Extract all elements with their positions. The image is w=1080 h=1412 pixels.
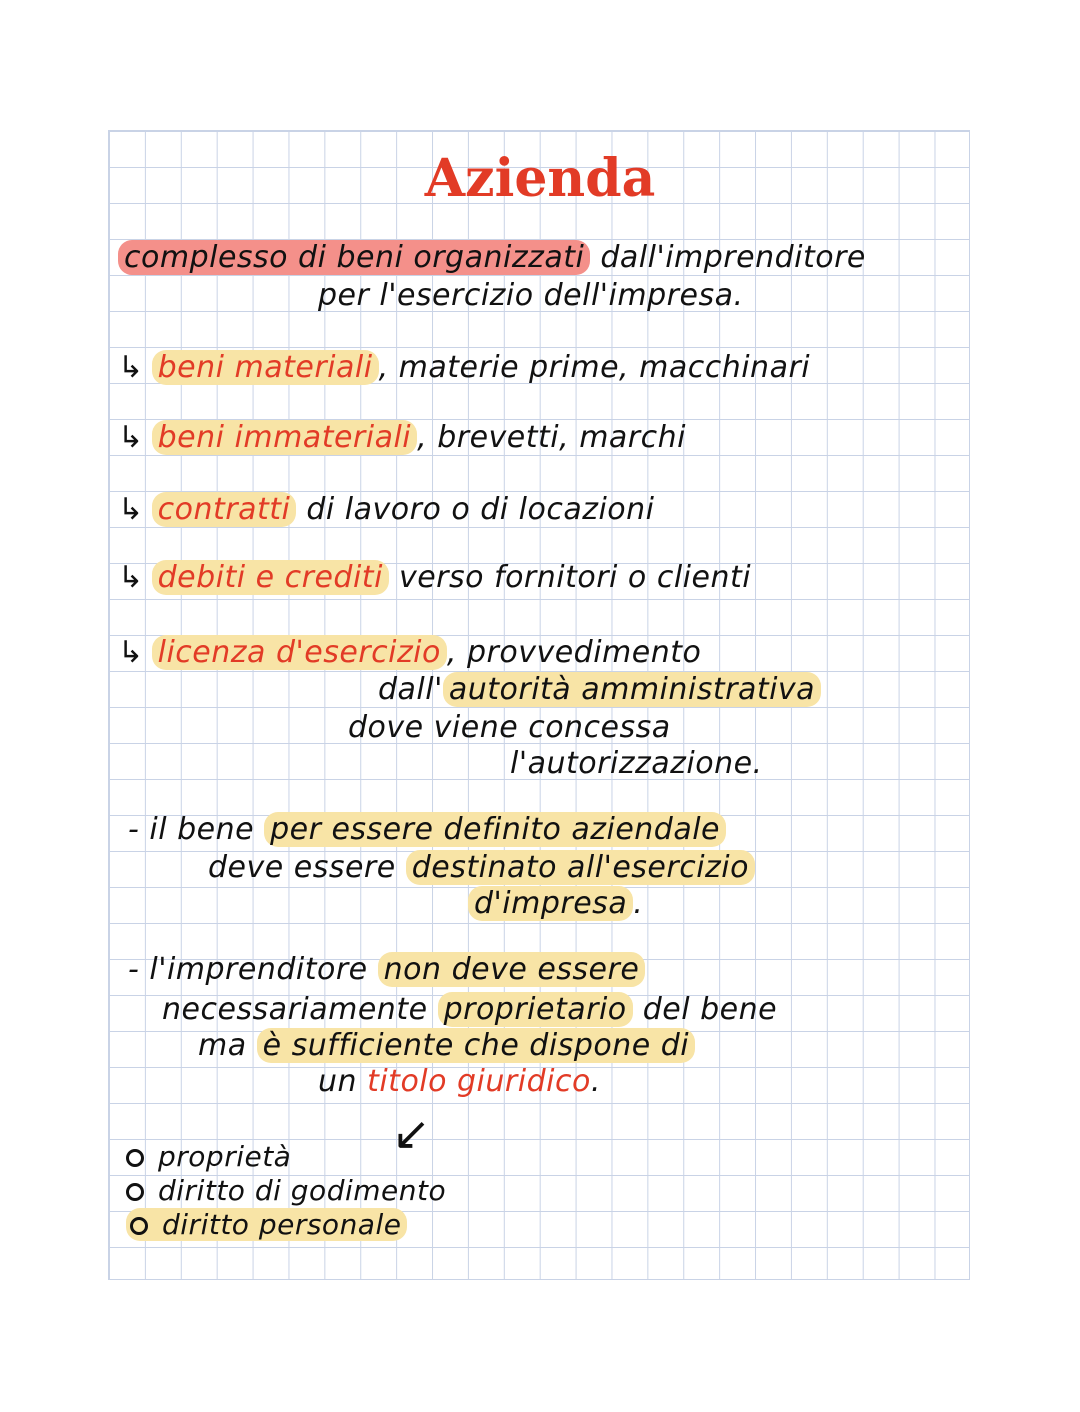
definition-rest: dall'imprenditore [600,240,866,275]
item-desc: , brevetti, marchi [417,420,686,455]
note1-line-3 [468,886,643,921]
item-desc: , provvedimento [446,635,702,670]
arrow-right-icon: ↳ [118,350,144,385]
bullet-item [126,1208,407,1241]
bullet-item [126,1174,446,1207]
licenza-line-1 [378,672,821,707]
list-item [118,350,810,385]
highlight: proprietario [438,992,633,1027]
list-item [118,420,686,455]
list-item [118,560,751,595]
arrow-down-left-icon: ↙ [392,1106,432,1160]
circle-bullet-icon [130,1217,148,1235]
item-term: contratti [152,492,297,527]
definition-line-1 [118,240,866,275]
note2-line-1 [128,952,645,987]
text: . [633,886,644,921]
text: necessariamente [162,992,438,1027]
highlight: d'impresa [468,886,633,921]
note2-line-4 [318,1064,601,1099]
highlight: non deve essere [378,952,646,987]
highlight: per essere definito aziendale [264,812,726,847]
text: del bene [632,992,778,1027]
text: deve essere [208,850,406,885]
licenza-line-2: dove viene concessa [348,710,671,745]
text: ma [198,1028,257,1063]
text: un [318,1064,368,1099]
arrow-right-icon: ↳ [118,560,144,595]
bullet-text: proprietà [158,1140,292,1173]
highlight-autorita: autorità amministrativa [443,672,821,707]
item-term: beni immateriali [152,420,418,455]
note2-line-2 [162,992,777,1027]
licenza-line-3: l'autorizzazione. [510,746,763,781]
text: . [590,1064,601,1099]
note1-line-1 [128,812,726,847]
item-desc: , materie prime, macchinari [378,350,811,385]
list-item [118,492,655,527]
page-title: Azienda [424,148,656,209]
circle-bullet-icon [126,1149,144,1167]
text: dall' [378,672,443,707]
text: - il bene [128,812,265,847]
list-item [118,635,701,670]
item-term: beni materiali [152,350,379,385]
item-term: debiti e crediti [152,560,389,595]
arrow-right-icon: ↳ [118,492,144,527]
bullet-item [126,1140,291,1173]
item-desc: di lavoro o di locazioni [296,492,655,527]
arrow-right-icon: ↳ [118,420,144,455]
circle-bullet-icon [126,1183,144,1201]
highlight: è sufficiente che dispone di [257,1028,695,1063]
definition-line-2: per l'esercizio dell'impresa. [318,278,744,313]
bullet-text: diritto di godimento [158,1174,447,1207]
note1-line-2 [208,850,755,885]
arrow-right-icon: ↳ [118,635,144,670]
bullet-text: diritto personale [162,1208,402,1241]
text: - l'imprenditore [128,952,378,987]
note2-line-3 [198,1028,695,1063]
titolo-giuridico: titolo giuridico [367,1064,591,1099]
highlight-definition: complesso di beni organizzati [118,240,590,275]
highlight: destinato all'esercizio [406,850,755,885]
item-term: licenza d'esercizio [152,635,447,670]
item-desc: verso fornitori o clienti [388,560,752,595]
